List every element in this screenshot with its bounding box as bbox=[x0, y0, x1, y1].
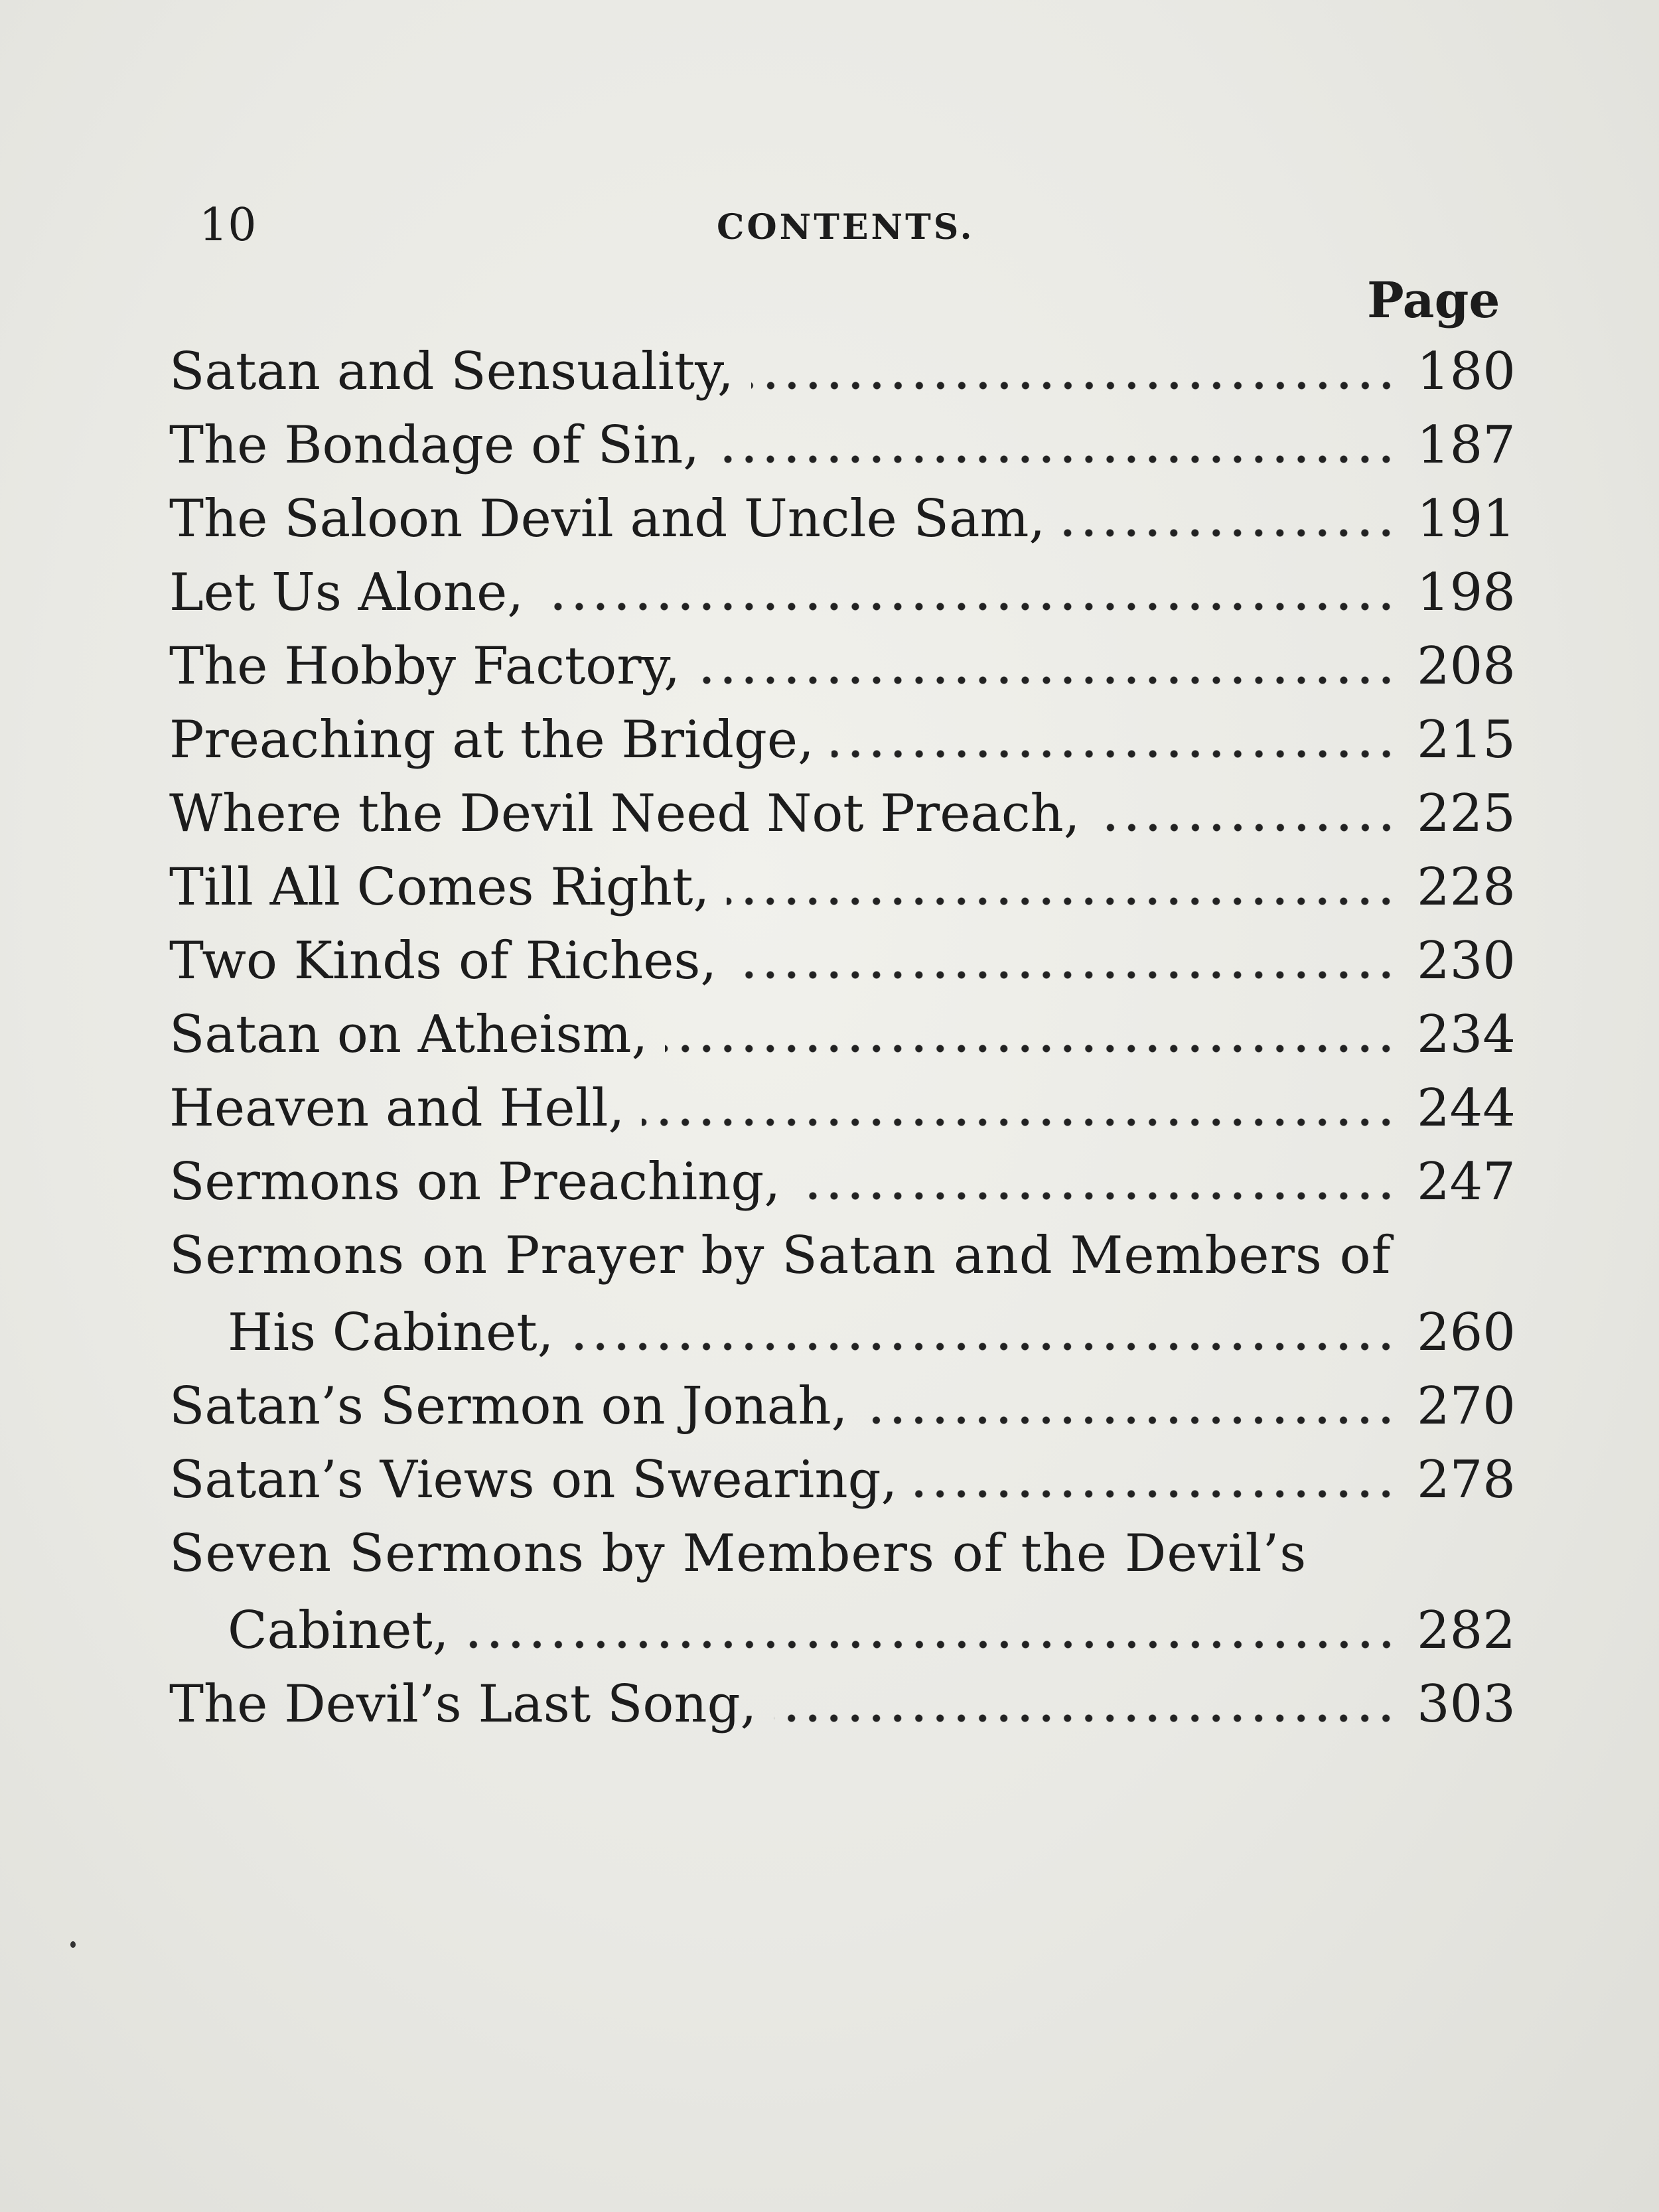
dot-leader bbox=[1062, 526, 1397, 540]
dot-leader bbox=[831, 747, 1397, 761]
dot-leader bbox=[467, 1637, 1397, 1652]
toc-entry-title: Preaching at the Bridge, bbox=[169, 710, 814, 770]
toc-entry-title: Heaven and Hell, bbox=[169, 1078, 625, 1138]
dot-leader bbox=[717, 452, 1397, 467]
dot-leader bbox=[727, 894, 1397, 909]
page-number: 10 bbox=[199, 199, 257, 252]
running-title: CONTENTS. bbox=[717, 207, 975, 248]
toc-entry-page: 244 bbox=[1417, 1078, 1516, 1138]
dot-leader bbox=[914, 1487, 1397, 1501]
toc-entry-page: 247 bbox=[1417, 1152, 1516, 1212]
toc-entry-page: 282 bbox=[1417, 1601, 1516, 1660]
dot-leader bbox=[1098, 820, 1397, 835]
toc-entry-title: The Saloon Devil and Uncle Sam, bbox=[169, 489, 1046, 549]
toc-entry-first-line bbox=[169, 1219, 1503, 1296]
dot-leader bbox=[541, 599, 1397, 614]
toc-entry bbox=[169, 924, 1516, 998]
toc-entry-page: 215 bbox=[1417, 710, 1516, 770]
dot-leader bbox=[665, 1041, 1397, 1056]
toc-entry-title-continued: Cabinet, bbox=[228, 1601, 449, 1660]
toc-entry bbox=[169, 1296, 1516, 1370]
toc-entry bbox=[169, 556, 1516, 630]
toc-entry bbox=[169, 1370, 1516, 1443]
toc-entry-title: Till All Comes Right, bbox=[169, 857, 710, 917]
dot-leader bbox=[642, 1115, 1397, 1130]
dot-leader bbox=[571, 1339, 1397, 1354]
toc-entry-page: 234 bbox=[1417, 1005, 1516, 1065]
toc-entry bbox=[169, 1443, 1516, 1517]
toc-entry bbox=[169, 409, 1516, 482]
toc-entry-title: Satan’s Views on Swearing, bbox=[169, 1450, 898, 1510]
toc-entry-page: 191 bbox=[1417, 489, 1516, 549]
dot-leader bbox=[697, 673, 1397, 688]
toc-entry-page: 208 bbox=[1417, 636, 1516, 696]
toc-entry-title: Sermons on Preaching, bbox=[169, 1152, 781, 1212]
toc-entry-page: 228 bbox=[1417, 857, 1516, 917]
toc-entry bbox=[169, 482, 1516, 556]
dot-leader bbox=[865, 1413, 1397, 1428]
running-head bbox=[0, 196, 1659, 256]
toc-entry bbox=[169, 1668, 1516, 1741]
toc-entry bbox=[169, 998, 1516, 1072]
toc-entry-page: 270 bbox=[1417, 1376, 1516, 1436]
toc-entry-title: Two Kinds of Riches, bbox=[169, 931, 717, 991]
toc-entry-page: 187 bbox=[1417, 415, 1516, 475]
table-of-contents bbox=[169, 335, 1516, 1741]
toc-entry-page: 303 bbox=[1417, 1674, 1516, 1734]
dot-leader bbox=[734, 968, 1397, 982]
toc-entry-title: The Hobby Factory, bbox=[169, 636, 681, 696]
toc-entry-page: 225 bbox=[1417, 784, 1516, 844]
toc-entry-title: Satan on Atheism, bbox=[169, 1005, 648, 1065]
page-column-label: Page bbox=[1367, 272, 1500, 329]
toc-entry-title: Let Us Alone, bbox=[169, 563, 524, 623]
dot-leader bbox=[774, 1711, 1397, 1726]
toc-entry-title: Where the Devil Need Not Preach, bbox=[169, 784, 1080, 844]
toc-entry bbox=[169, 630, 1516, 703]
toc-entry-title-continued: His Cabinet, bbox=[228, 1303, 554, 1363]
toc-entry-title: The Bondage of Sin, bbox=[169, 415, 700, 475]
toc-entry-page: 230 bbox=[1417, 931, 1516, 991]
toc-entry-title: Satan and Sensuality, bbox=[169, 342, 734, 402]
dot-leader bbox=[798, 1189, 1397, 1203]
toc-entry bbox=[169, 777, 1516, 851]
dot-leader bbox=[751, 378, 1397, 393]
toc-entry-first-line bbox=[169, 1517, 1503, 1594]
toc-entry bbox=[169, 335, 1516, 409]
toc-entry-page: 278 bbox=[1417, 1450, 1516, 1510]
toc-entry-page: 260 bbox=[1417, 1303, 1516, 1363]
toc-entry-title: Seven Sermons by Members of the Devil’s bbox=[169, 1524, 1307, 1584]
ink-speck bbox=[70, 1941, 76, 1948]
toc-entry-page: 198 bbox=[1417, 563, 1516, 623]
toc-entry-page: 180 bbox=[1417, 342, 1516, 402]
toc-entry-title: Satan’s Sermon on Jonah, bbox=[169, 1376, 848, 1436]
toc-entry bbox=[169, 703, 1516, 777]
toc-entry bbox=[169, 1145, 1516, 1219]
toc-entry bbox=[169, 851, 1516, 924]
toc-entry bbox=[169, 1594, 1516, 1668]
toc-entry bbox=[169, 1072, 1516, 1145]
toc-entry-title: Sermons on Prayer by Satan and Members of bbox=[169, 1226, 1392, 1286]
toc-entry-title: The Devil’s Last Song, bbox=[169, 1674, 757, 1734]
